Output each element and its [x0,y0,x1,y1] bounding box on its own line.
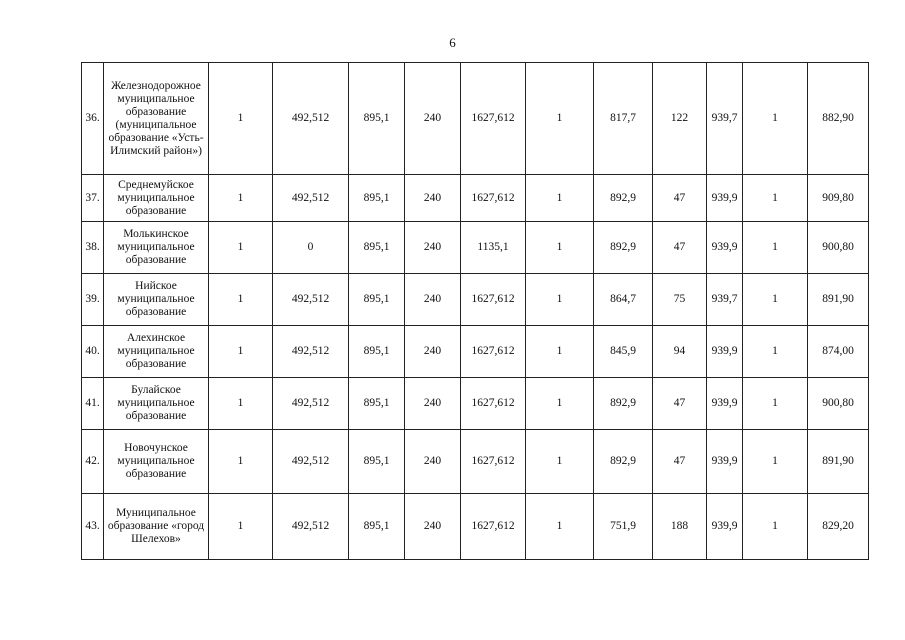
cell-col-2: 492,512 [273,175,349,222]
cell-col-10: 1 [743,63,808,175]
cell-col-2: 0 [273,222,349,274]
cell-col-9: 939,9 [707,222,743,274]
page-number: 6 [449,35,456,50]
municipality-name: Новочунское муниципальное образование [104,430,209,494]
table-row [82,326,869,378]
cell-col-4: 240 [405,274,461,326]
cell-col-8: 94 [653,326,707,378]
cell-col-6: 1 [526,378,594,430]
cell-col-11: 891,90 [808,430,869,494]
cell-col-8: 75 [653,274,707,326]
cell-col-4: 240 [405,222,461,274]
cell-col-3: 895,1 [349,175,405,222]
cell-col-10: 1 [743,430,808,494]
table-row [82,274,869,326]
cell-col-4: 240 [405,63,461,175]
cell-col-3: 895,1 [349,274,405,326]
table-row [82,494,869,560]
cell-col-7: 845,9 [594,326,653,378]
cell-col-9: 939,7 [707,63,743,175]
cell-col-10: 1 [743,494,808,560]
cell-col-3: 895,1 [349,222,405,274]
cell-col-2: 492,512 [273,274,349,326]
cell-col-9: 939,9 [707,494,743,560]
cell-col-9: 939,7 [707,274,743,326]
cell-col-3: 895,1 [349,63,405,175]
cell-col-11: 891,90 [808,274,869,326]
cell-col-8: 47 [653,430,707,494]
cell-col-5: 1627,612 [461,274,526,326]
cell-col-5: 1627,612 [461,378,526,430]
cell-col-1: 1 [209,63,273,175]
cell-col-8: 188 [653,494,707,560]
cell-col-3: 895,1 [349,378,405,430]
cell-col-10: 1 [743,222,808,274]
cell-col-8: 47 [653,222,707,274]
cell-col-7: 864,7 [594,274,653,326]
cell-col-6: 1 [526,326,594,378]
cell-col-2: 492,512 [273,430,349,494]
municipality-name: Булайское муниципальное образование [104,378,209,430]
table-row [82,430,869,494]
municipality-name: Нийское муниципальное образование [104,274,209,326]
municipality-name: Железнодорожное муниципальное образование (муниципальное образование «Усть-Илимский район») [104,63,209,175]
cell-col-1: 1 [209,430,273,494]
municipality-name: Алехинское муниципальное образование [104,326,209,378]
cell-col-3: 895,1 [349,326,405,378]
cell-col-11: 900,80 [808,378,869,430]
row-number: 42. [82,430,104,494]
cell-col-7: 892,9 [594,175,653,222]
cell-col-4: 240 [405,494,461,560]
cell-col-6: 1 [526,494,594,560]
cell-col-5: 1627,612 [461,63,526,175]
cell-col-4: 240 [405,175,461,222]
cell-col-11: 900,80 [808,222,869,274]
cell-col-7: 751,9 [594,494,653,560]
cell-col-5: 1627,612 [461,175,526,222]
cell-col-11: 909,80 [808,175,869,222]
cell-col-5: 1135,1 [461,222,526,274]
cell-col-5: 1627,612 [461,430,526,494]
row-number: 38. [82,222,104,274]
cell-col-11: 874,00 [808,326,869,378]
cell-col-7: 892,9 [594,222,653,274]
cell-col-4: 240 [405,430,461,494]
cell-col-4: 240 [405,378,461,430]
cell-col-8: 47 [653,378,707,430]
cell-col-1: 1 [209,494,273,560]
row-number: 41. [82,378,104,430]
table-row [82,378,869,430]
table-row [82,175,869,222]
row-number: 40. [82,326,104,378]
table-row [82,222,869,274]
cell-col-8: 47 [653,175,707,222]
cell-col-6: 1 [526,222,594,274]
cell-col-4: 240 [405,326,461,378]
municipality-name: Среднемуйское муниципальное образование [104,175,209,222]
cell-col-7: 817,7 [594,63,653,175]
cell-col-2: 492,512 [273,326,349,378]
cell-col-2: 492,512 [273,63,349,175]
cell-col-9: 939,9 [707,378,743,430]
cell-col-1: 1 [209,175,273,222]
cell-col-9: 939,9 [707,326,743,378]
cell-col-5: 1627,612 [461,326,526,378]
data-table [81,62,869,560]
cell-col-3: 895,1 [349,494,405,560]
cell-col-7: 892,9 [594,430,653,494]
cell-col-6: 1 [526,175,594,222]
cell-col-1: 1 [209,378,273,430]
row-number: 36. [82,63,104,175]
cell-col-9: 939,9 [707,175,743,222]
municipality-name: Муниципальное образование «город Шелехов» [104,494,209,560]
cell-col-1: 1 [209,222,273,274]
row-number: 37. [82,175,104,222]
cell-col-2: 492,512 [273,378,349,430]
cell-col-6: 1 [526,63,594,175]
cell-col-6: 1 [526,274,594,326]
cell-col-3: 895,1 [349,430,405,494]
cell-col-9: 939,9 [707,430,743,494]
row-number: 39. [82,274,104,326]
cell-col-8: 122 [653,63,707,175]
cell-col-10: 1 [743,274,808,326]
cell-col-1: 1 [209,274,273,326]
cell-col-5: 1627,612 [461,494,526,560]
cell-col-11: 829,20 [808,494,869,560]
municipality-name: Молькинское муниципальное образование [104,222,209,274]
cell-col-7: 892,9 [594,378,653,430]
cell-col-6: 1 [526,430,594,494]
cell-col-10: 1 [743,326,808,378]
cell-col-11: 882,90 [808,63,869,175]
table-row [82,63,869,175]
cell-col-10: 1 [743,378,808,430]
row-number: 43. [82,494,104,560]
cell-col-10: 1 [743,175,808,222]
cell-col-1: 1 [209,326,273,378]
cell-col-2: 492,512 [273,494,349,560]
